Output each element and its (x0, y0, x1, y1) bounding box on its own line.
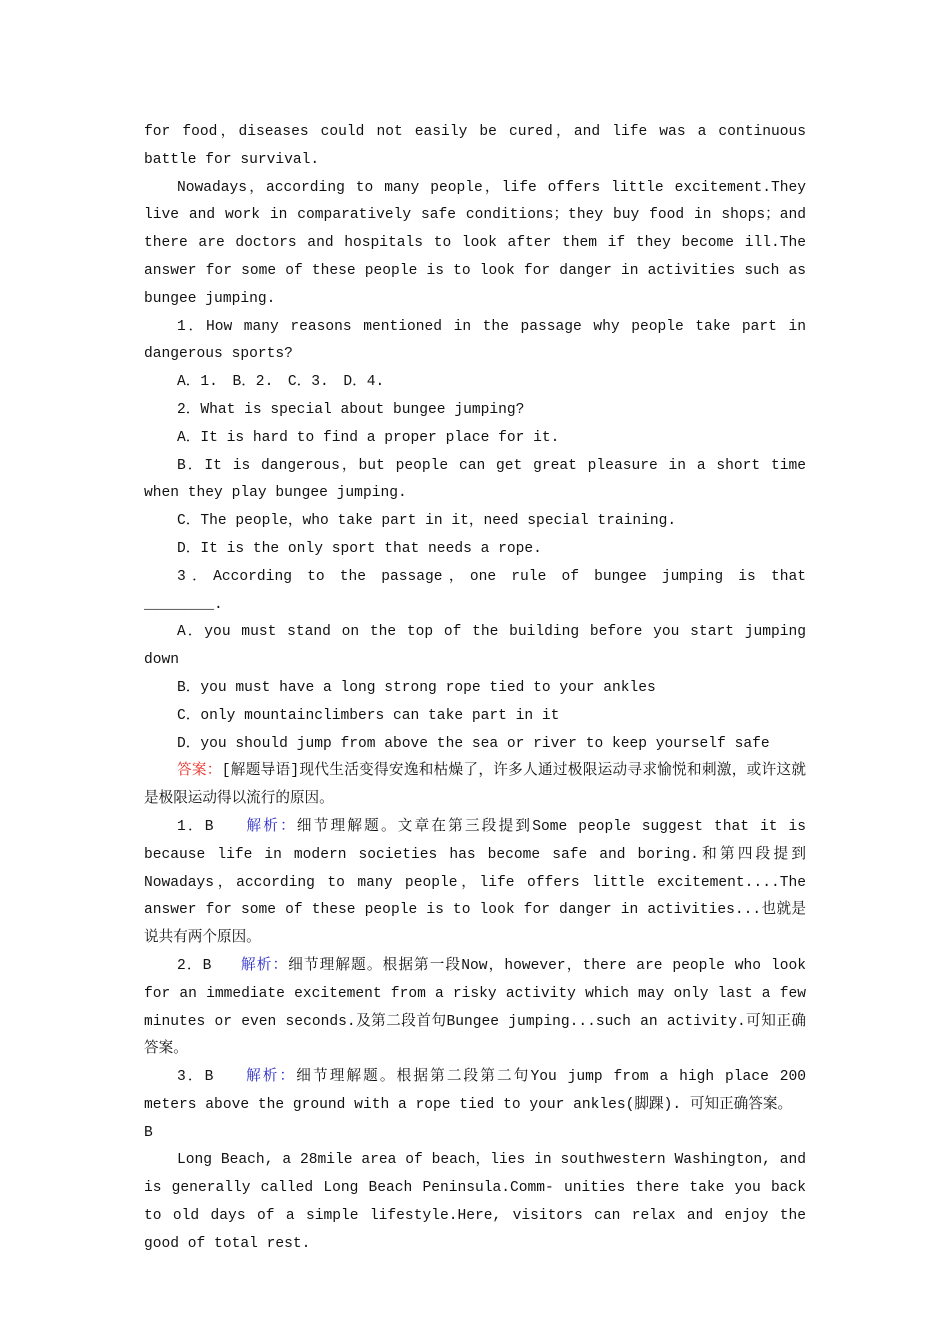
answer-item-2-text: 细节理解题。根据第一段Now，however，there are people who look for an immediate excitement from a risky activity which may only last a few minutes or even seconds.及第二段首句Bungee jumping...such an activity.可知正确答案。 (144, 957, 806, 1058)
question-3-option-a: A．you must stand on the top of the building before you start jumping down (144, 624, 806, 669)
question-1-stem: 1．How many reasons mentioned in the passage why people take part in dangerous sports? (144, 318, 806, 363)
section-b-heading: B (144, 1124, 153, 1141)
answer-item-3-text: 细节理解题。根据第二段第二句You jump from a high place 200 meters above the ground with a rope tied to your ankles(脚踝). 可知正确答案。 (144, 1069, 806, 1113)
analysis-label-3: 解析： (246, 1069, 297, 1086)
answer-item-2 (144, 953, 806, 1064)
question-3-stem: 3．According to the passage，one rule of bungee jumping is that ________. (144, 568, 806, 613)
answer-intro-text: [解题导语]现代生活变得安逸和枯燥了，许多人通过极限运动寻求愉悦和刺激，或许这就是极限运动得以流行的原因。 (144, 763, 806, 808)
answer-item-1 (144, 814, 806, 953)
answer-label: 答案： (177, 763, 222, 780)
question-2-stem: 2．What is special about bungee jumping? (177, 401, 525, 418)
passage-a-continuation: for food，diseases could not easily be cured，and life was a continuous battle for survival. (144, 124, 806, 168)
document-page (144, 119, 806, 1259)
answer-intro (144, 758, 806, 814)
question-2-option-a: A．It is hard to find a proper place for it. (177, 429, 560, 446)
question-2-option-d: D．It is the only sport that needs a rope. (177, 540, 542, 557)
section-b-paragraph: Long Beach, a 28mile area of beach，lies in southwestern Washington, and is generally called Long Beach Peninsula.Comm- unities there take you back to old days of a simple lifestyle.Here, visitors can relax and enjoy the good of total rest. (144, 1152, 806, 1252)
analysis-label-1: 解析： (246, 818, 297, 835)
question-3-option-d: D．you should jump from above the sea or river to keep yourself safe (177, 735, 770, 752)
answer-item-1-text: 细节理解题。文章在第三段提到Some people suggest that it is because life in modern societies has become safe and boring.和第四段提到Nowadays，according to many people，life offers little excitement....The answer for some of these people is to look for danger in activities...也就是说共有两个原因。 (144, 818, 807, 947)
question-2-option-b: B．It is dangerous，but people can get great pleasure in a short time when they play bungee jumping. (144, 457, 806, 502)
answer-item-1-num: 1．B (177, 818, 214, 835)
question-1-options: A．1. B．2. C．3. D．4. (177, 374, 385, 391)
question-3-option-c: C．only mountainclimbers can take part in it (177, 707, 560, 724)
passage-a-paragraph: Nowadays，according to many people，life offers little excitement.They live and work in comparatively safe conditions；they buy food in shops；and there are doctors and hospitals to look after them if they become ill.The answer for some of these people is to look for danger in activities such as bungee jumping. (144, 179, 806, 307)
analysis-label-2: 解析： (241, 957, 289, 974)
question-2-option-c: C．The people，who take part in it，need special training. (177, 513, 677, 530)
question-3-option-b: B．you must have a long strong rope tied to your ankles (177, 679, 656, 696)
answer-item-2-num: 2．B (177, 957, 212, 974)
answer-item-3 (144, 1064, 806, 1120)
answer-item-3-num: 3．B (177, 1069, 214, 1086)
